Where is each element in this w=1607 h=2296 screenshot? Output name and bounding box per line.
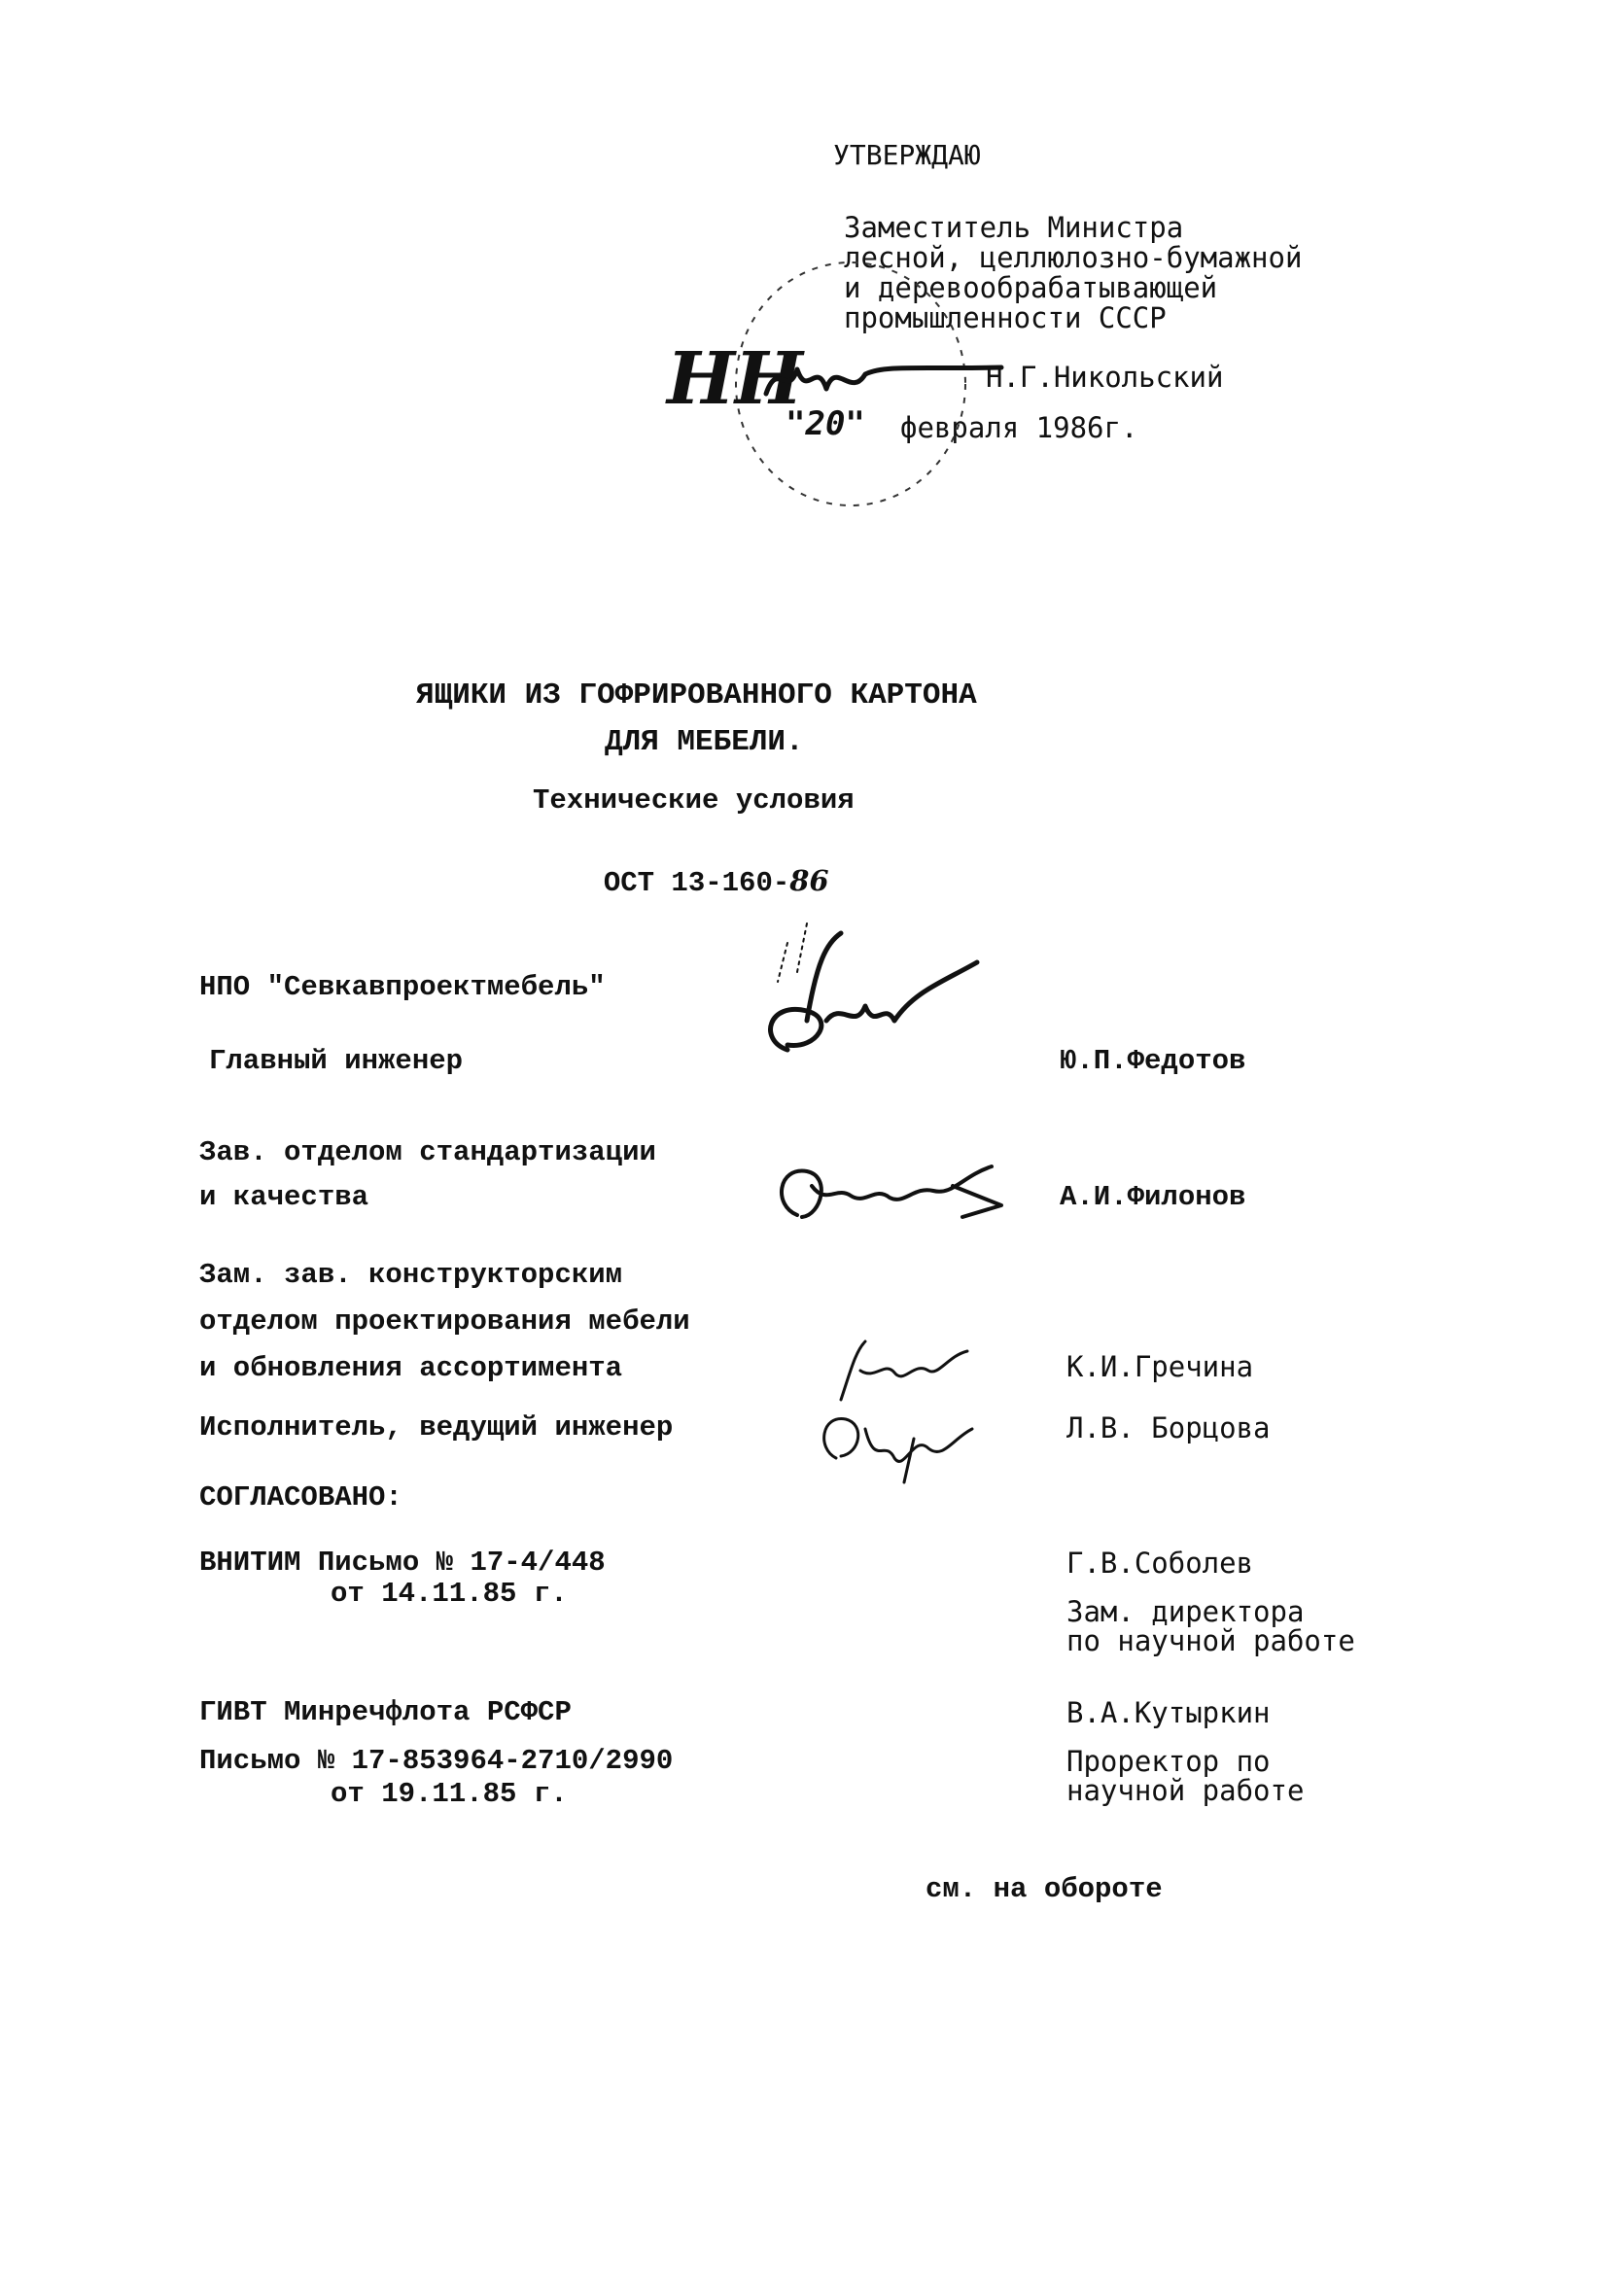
approval-date-day: "20" (786, 404, 865, 443)
approval-line-2: лесной, целлюлозно-бумажной (844, 241, 1303, 274)
dev-name-2: А.И.Филонов (1060, 1181, 1246, 1213)
approval-heading: УТВЕРЖДАЮ (833, 139, 981, 171)
signature-filonov (768, 1147, 1021, 1244)
dev-role-2-line-2: и качества (199, 1181, 369, 1213)
agreed-2-org-line-3: от 19.11.85 г. (331, 1778, 568, 1810)
see-reverse-note: см. на обороте (926, 1873, 1163, 1905)
approval-line-4: промышленности СССР (844, 301, 1167, 334)
document-title-line-1: ЯЩИКИ ИЗ ГОФРИРОВАННОГО КАРТОНА (416, 678, 977, 713)
dev-name-1: Ю.П.Федотов (1060, 1045, 1246, 1077)
signature-grechina (821, 1332, 996, 1409)
document-subtitle: Технические условия (533, 784, 855, 817)
document-code-prefix: ОСТ 13-160- (603, 867, 790, 899)
agreed-1-position-line-2: по научной работе (1066, 1624, 1355, 1657)
dev-role-3-line-3: и обновления ассортимента (199, 1352, 623, 1384)
dev-role-3-line-1: Зам. зав. конструкторским (199, 1259, 623, 1291)
document-code (570, 834, 829, 899)
agreed-1-person: Г.В.Соболев (1066, 1547, 1254, 1580)
document-code-year: 86 (789, 864, 829, 897)
agreed-heading: СОГЛАСОВАНО: (199, 1481, 402, 1513)
document-title-line-2: ДЛЯ МЕБЕЛИ. (605, 725, 804, 759)
dev-name-4: Л.В. Борцова (1066, 1411, 1271, 1444)
approval-signature (758, 350, 1011, 418)
approval-signature-initials: НН (667, 337, 803, 421)
signature-fedotov (749, 904, 1001, 1069)
approval-line-3: и деревообрабатывающей (844, 271, 1218, 304)
approval-signer: Н.Г.Никольский (986, 361, 1224, 394)
agreed-1-org-line-1: ВНИТИМ Письмо № 17-4/448 (199, 1547, 606, 1579)
agreed-1-position-line-1: Зам. директора (1066, 1595, 1305, 1628)
agreed-1-org-line-2: от 14.11.85 г. (331, 1578, 568, 1610)
agreed-2-position-line-2: научной работе (1066, 1774, 1305, 1807)
dev-role-4: Исполнитель, ведущий инженер (199, 1411, 674, 1444)
dev-role-3-line-2: отделом проектирования мебели (199, 1305, 690, 1338)
dev-role-1: Главный инженер (209, 1045, 464, 1077)
developer-org: НПО "Севкавпроектмебель" (199, 971, 606, 1003)
agreed-2-person: В.А.Кутыркин (1066, 1696, 1271, 1729)
approval-line-1: Заместитель Министра (844, 211, 1184, 244)
signature-bortsova (807, 1400, 1001, 1487)
dev-role-2-line-1: Зав. отделом стандартизации (199, 1136, 656, 1168)
dev-name-3: К.И.Гречина (1066, 1350, 1254, 1383)
agreed-2-position-line-1: Проректор по (1066, 1745, 1271, 1778)
agreed-2-org-line-2: Письмо № 17-853964-2710/2990 (199, 1745, 674, 1777)
agreed-2-org-line-1: ГИВТ Минречфлота РСФСР (199, 1696, 572, 1728)
approval-date: февраля 1986г. (900, 411, 1138, 444)
